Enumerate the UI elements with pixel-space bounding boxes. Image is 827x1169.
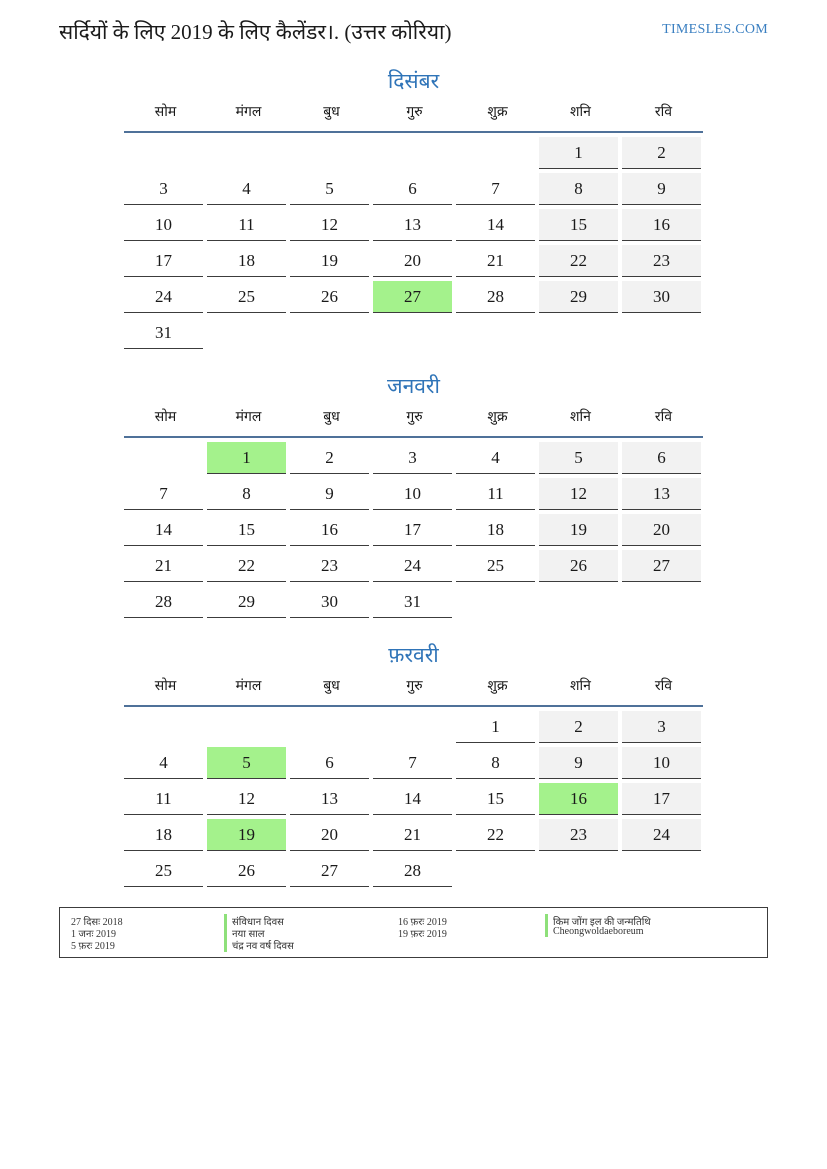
empty-day-cell <box>290 711 373 747</box>
day-cell <box>373 245 456 281</box>
day-number: 17 <box>622 783 701 815</box>
day-cell <box>290 586 373 622</box>
day-cell <box>539 173 622 209</box>
day-cell <box>539 478 622 514</box>
day-cell <box>207 855 290 891</box>
day-cell <box>373 586 456 622</box>
empty-day-cell <box>207 711 290 747</box>
day-number: 16 <box>290 514 369 546</box>
weekday-label: बुध <box>323 410 340 425</box>
weekday-label: सोम <box>154 679 177 694</box>
day-number: 23 <box>539 819 618 851</box>
day-cell <box>622 442 705 478</box>
empty-day-cell <box>124 137 207 173</box>
day-number: 21 <box>373 819 452 851</box>
day-number: 2 <box>290 442 369 474</box>
page-title: सर्दियों के लिए 2019 के लिए कैलेंडर।. (उत्तर कोरिया) <box>59 20 452 44</box>
weekday-label: गुरु <box>406 679 423 694</box>
legend-date: 19 फ़रः 2019 <box>398 929 447 940</box>
day-number: 10 <box>124 209 203 241</box>
day-number: 9 <box>290 478 369 510</box>
empty-day-cell <box>373 137 456 173</box>
day-cell <box>622 281 705 317</box>
legend-holiday: चंद्र नव वर्ष दिवस <box>224 938 294 952</box>
day-number: 28 <box>373 855 452 887</box>
day-cell <box>124 855 207 891</box>
day-number: 24 <box>622 819 701 851</box>
day-cell <box>456 173 539 209</box>
day-cell <box>124 478 207 514</box>
day-number: 3 <box>622 711 701 743</box>
day-number: 19 <box>539 514 618 546</box>
day-number: 30 <box>622 281 701 313</box>
day-cell <box>456 442 539 478</box>
day-number: 8 <box>207 478 286 510</box>
day-cell <box>124 747 207 783</box>
day-number: 27 <box>622 550 701 582</box>
month-january <box>124 370 703 622</box>
day-cell <box>456 819 539 855</box>
weekday-header <box>124 97 703 133</box>
day-number: 23 <box>290 550 369 582</box>
day-cell <box>290 173 373 209</box>
day-number: 1 <box>539 137 618 169</box>
holiday-legend <box>59 907 768 958</box>
day-number: 2 <box>622 137 701 169</box>
day-number: 24 <box>124 281 203 313</box>
empty-day-cell <box>373 711 456 747</box>
day-number: 28 <box>124 586 203 618</box>
day-cell <box>539 209 622 245</box>
day-number: 4 <box>207 173 286 205</box>
day-cell <box>539 550 622 586</box>
holiday-day-cell <box>373 281 456 317</box>
day-cell <box>207 478 290 514</box>
day-number: 21 <box>124 550 203 582</box>
day-cell <box>290 442 373 478</box>
day-number: 16 <box>539 783 618 815</box>
day-number: 23 <box>622 245 701 277</box>
month-title: दिसंबर <box>387 69 440 93</box>
day-cell <box>290 819 373 855</box>
day-number: 20 <box>290 819 369 851</box>
weekday-label: रवि <box>654 410 673 425</box>
weekday-label: मंगल <box>235 105 262 120</box>
day-number: 13 <box>290 783 369 815</box>
day-number: 17 <box>373 514 452 546</box>
day-cell <box>373 783 456 819</box>
day-number: 27 <box>373 281 452 313</box>
day-number: 22 <box>207 550 286 582</box>
weekday-label: बुध <box>323 679 340 694</box>
day-cell <box>124 209 207 245</box>
day-number: 12 <box>290 209 369 241</box>
day-cell <box>124 550 207 586</box>
day-number: 9 <box>539 747 618 779</box>
day-number: 22 <box>539 245 618 277</box>
day-number: 11 <box>124 783 203 815</box>
day-number: 24 <box>373 550 452 582</box>
day-cell <box>373 478 456 514</box>
day-cell <box>124 514 207 550</box>
day-cell <box>622 209 705 245</box>
day-cell <box>290 514 373 550</box>
day-number: 14 <box>456 209 535 241</box>
days-grid <box>124 137 703 353</box>
day-number: 5 <box>290 173 369 205</box>
day-cell <box>207 281 290 317</box>
day-cell <box>456 747 539 783</box>
day-number: 7 <box>373 747 452 779</box>
empty-day-cell <box>124 442 207 478</box>
holiday-day-cell <box>207 747 290 783</box>
day-number: 19 <box>207 819 286 851</box>
day-number: 3 <box>373 442 452 474</box>
day-cell <box>290 550 373 586</box>
day-cell <box>207 173 290 209</box>
day-number: 13 <box>622 478 701 510</box>
day-number: 27 <box>290 855 369 887</box>
day-number: 6 <box>290 747 369 779</box>
day-number: 11 <box>207 209 286 241</box>
day-number: 25 <box>456 550 535 582</box>
day-number: 14 <box>373 783 452 815</box>
day-cell <box>124 317 207 353</box>
weekday-label: सोम <box>154 105 177 120</box>
day-cell <box>456 209 539 245</box>
day-cell <box>539 442 622 478</box>
day-number: 11 <box>456 478 535 510</box>
day-number: 1 <box>207 442 286 474</box>
brand-logo-text[interactable]: TIMESLES.COM <box>662 22 768 37</box>
day-cell <box>124 586 207 622</box>
day-cell <box>456 514 539 550</box>
day-number: 3 <box>124 173 203 205</box>
day-cell <box>456 783 539 819</box>
day-number: 26 <box>539 550 618 582</box>
day-number: 6 <box>373 173 452 205</box>
day-number: 16 <box>622 209 701 241</box>
day-cell <box>622 245 705 281</box>
day-cell <box>622 478 705 514</box>
day-number: 22 <box>456 819 535 851</box>
weekday-label: शुक्र <box>487 679 508 694</box>
weekday-header <box>124 402 703 438</box>
legend-holiday: संविधान दिवस <box>224 914 284 928</box>
weekday-label: शनि <box>570 679 591 694</box>
day-cell <box>373 209 456 245</box>
day-number: 18 <box>124 819 203 851</box>
day-cell <box>124 783 207 819</box>
weekday-label: सोम <box>154 410 177 425</box>
day-cell <box>290 747 373 783</box>
day-number: 20 <box>373 245 452 277</box>
day-cell <box>207 209 290 245</box>
legend-date: 1 जनः 2019 <box>71 929 116 940</box>
day-number: 10 <box>373 478 452 510</box>
day-number: 7 <box>456 173 535 205</box>
day-cell <box>373 819 456 855</box>
day-number: 4 <box>124 747 203 779</box>
day-number: 8 <box>456 747 535 779</box>
day-number: 19 <box>290 245 369 277</box>
holiday-day-cell <box>207 442 290 478</box>
day-cell <box>207 586 290 622</box>
weekday-label: गुरु <box>406 105 423 120</box>
empty-day-cell <box>124 711 207 747</box>
day-number: 20 <box>622 514 701 546</box>
day-number: 6 <box>622 442 701 474</box>
day-number: 4 <box>456 442 535 474</box>
day-cell <box>124 245 207 281</box>
weekday-label: शनि <box>570 105 591 120</box>
day-cell <box>124 281 207 317</box>
day-number: 31 <box>373 586 452 618</box>
day-number: 26 <box>207 855 286 887</box>
day-cell <box>539 281 622 317</box>
weekday-label: रवि <box>654 105 673 120</box>
day-number: 8 <box>539 173 618 205</box>
month-february <box>124 639 703 891</box>
day-cell <box>373 173 456 209</box>
legend-date: 27 दिसः 2018 <box>71 917 123 928</box>
day-number: 10 <box>622 747 701 779</box>
legend-holiday: नया साल <box>224 926 265 940</box>
legend-holiday: Cheongwoldaeboreum <box>545 926 644 937</box>
day-number: 7 <box>124 478 203 510</box>
weekday-label: रवि <box>654 679 673 694</box>
day-number: 1 <box>456 711 535 743</box>
days-grid <box>124 442 703 622</box>
weekday-label: शुक्र <box>487 410 508 425</box>
day-cell <box>622 819 705 855</box>
day-cell <box>456 550 539 586</box>
weekday-label: मंगल <box>235 679 262 694</box>
days-grid <box>124 711 703 891</box>
weekday-label: गुरु <box>406 410 423 425</box>
day-cell <box>622 783 705 819</box>
day-cell <box>622 514 705 550</box>
day-cell <box>124 819 207 855</box>
day-number: 13 <box>373 209 452 241</box>
month-title: फ़रवरी <box>388 643 439 667</box>
day-cell <box>622 137 705 173</box>
day-cell <box>456 281 539 317</box>
legend-date: 5 फ़रः 2019 <box>71 941 115 952</box>
day-number: 14 <box>124 514 203 546</box>
month-december <box>124 65 703 353</box>
day-cell <box>124 173 207 209</box>
day-cell <box>456 245 539 281</box>
day-cell <box>373 747 456 783</box>
day-number: 5 <box>539 442 618 474</box>
day-cell <box>373 855 456 891</box>
day-cell <box>539 819 622 855</box>
empty-day-cell <box>290 137 373 173</box>
day-number: 15 <box>456 783 535 815</box>
day-cell <box>539 245 622 281</box>
day-number: 15 <box>539 209 618 241</box>
day-cell <box>622 747 705 783</box>
month-title: जनवरी <box>387 374 440 398</box>
day-number: 12 <box>539 478 618 510</box>
day-cell <box>373 442 456 478</box>
holiday-day-cell <box>539 783 622 819</box>
holiday-day-cell <box>207 819 290 855</box>
day-cell <box>207 550 290 586</box>
day-cell <box>290 209 373 245</box>
day-cell <box>207 514 290 550</box>
day-number: 2 <box>539 711 618 743</box>
day-cell <box>539 514 622 550</box>
weekday-label: शनि <box>570 410 591 425</box>
weekday-label: मंगल <box>235 410 262 425</box>
day-number: 28 <box>456 281 535 313</box>
day-cell <box>539 137 622 173</box>
day-number: 18 <box>207 245 286 277</box>
day-cell <box>373 514 456 550</box>
day-cell <box>290 478 373 514</box>
day-number: 15 <box>207 514 286 546</box>
day-number: 21 <box>456 245 535 277</box>
day-cell <box>456 478 539 514</box>
day-cell <box>207 245 290 281</box>
empty-day-cell <box>456 137 539 173</box>
day-cell <box>290 855 373 891</box>
legend-holiday: किम जोंग इल की जन्मतिथि <box>545 914 651 928</box>
day-number: 5 <box>207 747 286 779</box>
day-cell <box>207 783 290 819</box>
day-number: 26 <box>290 281 369 313</box>
day-number: 17 <box>124 245 203 277</box>
weekday-header <box>124 671 703 707</box>
day-number: 30 <box>290 586 369 618</box>
day-cell <box>539 747 622 783</box>
day-number: 18 <box>456 514 535 546</box>
day-cell <box>622 173 705 209</box>
day-number: 31 <box>124 317 203 349</box>
day-cell <box>373 550 456 586</box>
day-cell <box>290 245 373 281</box>
day-number: 25 <box>207 281 286 313</box>
day-cell <box>539 711 622 747</box>
legend-date: 16 फ़रः 2019 <box>398 917 447 928</box>
weekday-label: बुध <box>323 105 340 120</box>
day-cell <box>622 711 705 747</box>
day-cell <box>622 550 705 586</box>
day-cell <box>456 711 539 747</box>
empty-day-cell <box>207 137 290 173</box>
day-number: 29 <box>207 586 286 618</box>
day-cell <box>290 281 373 317</box>
day-cell <box>290 783 373 819</box>
day-number: 12 <box>207 783 286 815</box>
day-number: 29 <box>539 281 618 313</box>
day-number: 25 <box>124 855 203 887</box>
weekday-label: शुक्र <box>487 105 508 120</box>
day-number: 9 <box>622 173 701 205</box>
